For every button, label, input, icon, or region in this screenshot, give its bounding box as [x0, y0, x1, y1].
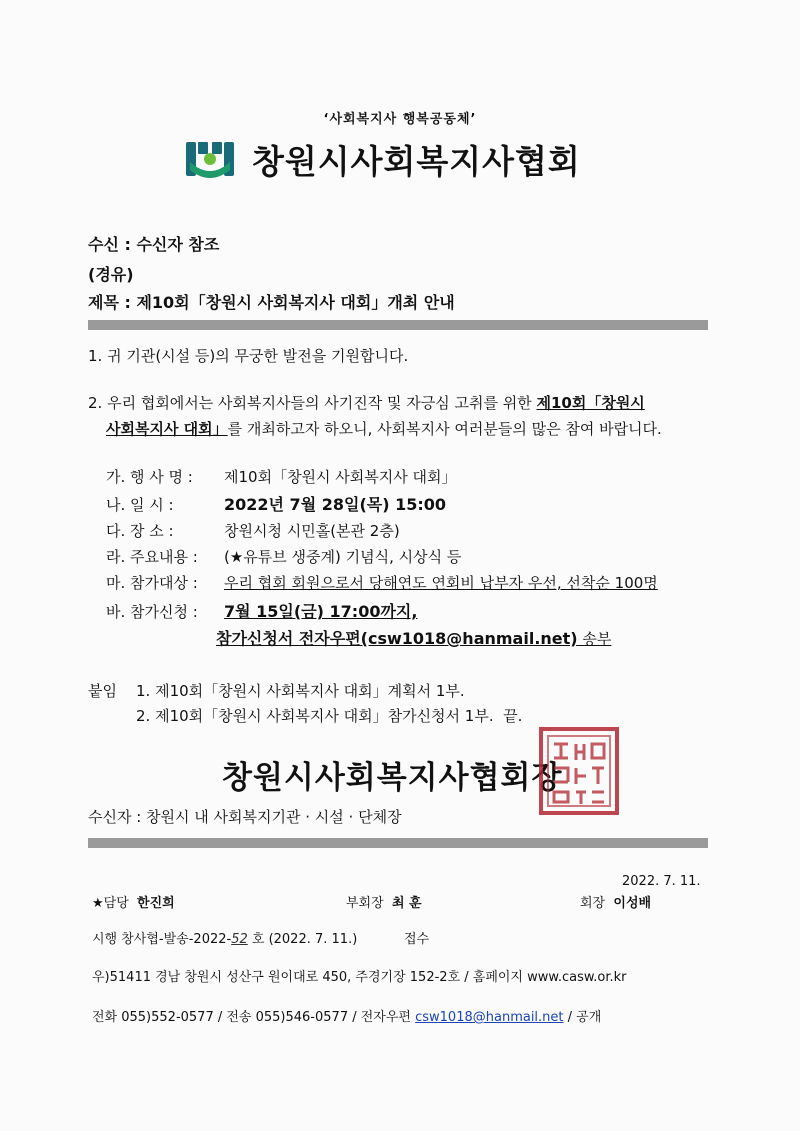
- sender-title: 창원시사회복지사협회장: [222, 760, 563, 796]
- paragraph-1: 1. 귀 기관(시설 등)의 무궁한 발전을 기원합니다.: [88, 347, 409, 365]
- subject-value: 제10회「창원시 사회복지사 대회」개최 안내: [136, 293, 455, 312]
- item-label: 가. 행 사 명 :: [106, 468, 193, 486]
- contact-line: [92, 1006, 601, 1025]
- application-send: 송부: [577, 630, 612, 648]
- item-label: 나. 일 시 :: [106, 496, 174, 514]
- divider-bar: [88, 320, 708, 330]
- item-datetime: [106, 492, 446, 515]
- paragraph-2-text-cont: 를 개최하고자 하오니, 사회복지사 여러분들의 많은 참여 바랍니다.: [227, 420, 662, 438]
- email-link[interactable]: csw1018@hanmail.net: [415, 1010, 564, 1025]
- approval-vice-president: [346, 892, 422, 911]
- subject-line: [88, 290, 455, 313]
- item-label: 다. 장 소 :: [106, 522, 174, 540]
- application-email-instruction: 참가신청서 전자우편(csw1018@hanmail.net): [216, 629, 578, 648]
- vice-label: 부회장: [346, 896, 384, 911]
- attachment-2-text: 2. 제10회「창원시 사회복지사 대회」참가신청서 1부.: [136, 707, 494, 725]
- item-label: 마. 참가대상 :: [106, 574, 198, 592]
- item-label: 바. 참가신청 :: [106, 603, 198, 621]
- staff-name: 한진희: [137, 896, 175, 911]
- recipients-list: 수신자 : 창원시 내 사회복지기관 · 시설 · 단체장: [88, 808, 402, 826]
- approval-date: 2022. 7. 11.: [622, 874, 701, 889]
- item-venue: [106, 520, 400, 541]
- divider-bar-bottom: [88, 838, 708, 848]
- enforcement-prefix: 시행 창사협-발송-2022-: [92, 932, 232, 947]
- enforcement-date: 호 (2022. 7. 11.): [247, 932, 358, 947]
- item-application: [106, 599, 417, 622]
- item-value: 제10회「창원시 사회복지사 대회」: [224, 468, 457, 486]
- vice-name: 최 훈: [391, 896, 422, 911]
- attachments-label: 붙임: [88, 682, 117, 700]
- attachment-1: 1. 제10회「창원시 사회복지사 대회」계획서 1부.: [136, 682, 465, 700]
- paragraph-2-line-1: [88, 392, 645, 413]
- item-event-name: [106, 466, 457, 487]
- president-name: 이성배: [613, 896, 652, 911]
- recipient-value: 수신자 참조: [136, 235, 220, 254]
- attachment-2: [136, 705, 522, 726]
- event-name-underlined-cont: 사회복지사 대회」: [106, 420, 228, 438]
- enforcement-line: [92, 928, 357, 947]
- item-program: [106, 546, 461, 567]
- end-mark: 끝.: [503, 707, 523, 725]
- president-label: 회장: [580, 896, 606, 911]
- organization-name: 창원시사회복지사협회: [252, 142, 581, 181]
- item-value: (★유튜브 생중계) 기념식, 시상식 등: [224, 548, 462, 566]
- slogan: ‘사회복지사 행복공동체’: [323, 112, 477, 127]
- association-logo-icon: [186, 140, 234, 180]
- recipient-line: [88, 232, 219, 255]
- item-value: 창원시청 시민홀(본관 2층): [224, 522, 400, 540]
- subject-label: 제목 :: [88, 293, 137, 312]
- paragraph-2-line-2: [106, 418, 662, 439]
- receipt-label: 접수: [404, 932, 430, 947]
- approval-president: [580, 892, 651, 911]
- disclosure-label: / 공개: [563, 1010, 602, 1025]
- item-value: 2022년 7월 28일(목) 15:00: [224, 495, 447, 514]
- item-value: 7월 15일(금) 17:00까지,: [224, 602, 418, 621]
- recipient-label: 수신 :: [88, 235, 137, 254]
- item-target: [106, 572, 658, 593]
- staff-label: ★담당: [92, 896, 129, 911]
- official-seal-icon: [538, 726, 620, 816]
- item-label: 라. 주요내용 :: [106, 548, 198, 566]
- approval-staff: [92, 892, 175, 911]
- paragraph-2-text: 2. 우리 협회에서는 사회복지사들의 사기진작 및 자긍심 고취를 위한: [88, 394, 537, 412]
- document-number: 52: [231, 932, 248, 947]
- application-line-2: [216, 626, 611, 649]
- contact-text: 전화 055)552-0577 / 전송 055)546-0577 / 전자우편: [92, 1010, 416, 1025]
- item-value: 우리 협회 회원으로서 당해연도 연회비 납부자 우선, 선착순 100명: [224, 574, 658, 592]
- event-name-underlined: 제10회「창원시: [536, 394, 645, 412]
- via-line: (경유): [88, 265, 134, 284]
- address-line: 우)51411 경남 창원시 성산구 원이대로 450, 주경기장 152-2호 / 홈페이지 www.casw.or.kr: [92, 970, 627, 985]
